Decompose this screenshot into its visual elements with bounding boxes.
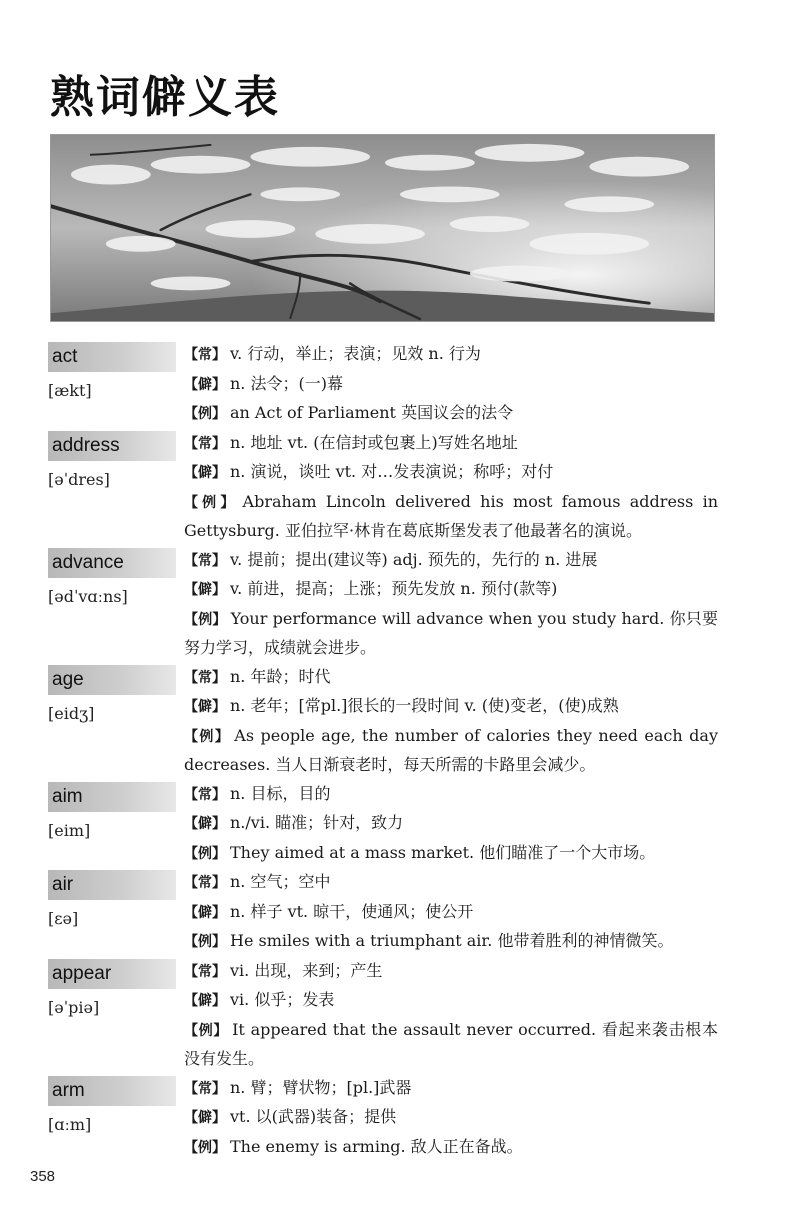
vocab-entry bbox=[48, 663, 718, 780]
definition-text: n. 法令；(一)幕 bbox=[230, 373, 343, 393]
phonetic: [əˈdres] bbox=[48, 469, 110, 489]
definition-tag: 【僻】 bbox=[184, 699, 226, 715]
page-title: 熟词僻义表 bbox=[50, 72, 280, 123]
definition-tag: 【例】 bbox=[184, 494, 239, 511]
definition-line bbox=[184, 1074, 718, 1104]
definition-line bbox=[184, 370, 718, 400]
definition-line bbox=[184, 458, 718, 488]
phonetic: [εə] bbox=[48, 909, 79, 928]
definition-line bbox=[184, 488, 718, 546]
definition-text: vi. 似乎；发表 bbox=[230, 990, 335, 1009]
definition-block bbox=[184, 957, 718, 1074]
definition-line bbox=[184, 546, 718, 576]
definition-line bbox=[184, 575, 718, 605]
definition-text: n. 空气；空中 bbox=[230, 872, 331, 891]
definition-block bbox=[184, 663, 718, 780]
definition-text: n. 演说，谈吐 vt. 对…发表演说；称呼；对付 bbox=[230, 462, 554, 481]
headword: address bbox=[48, 431, 176, 461]
vocab-entry bbox=[48, 957, 718, 1074]
definition-text: n./vi. 瞄准；针对，致力 bbox=[230, 813, 404, 832]
definition-tag: 【例】 bbox=[184, 728, 231, 745]
definition-tag: 【僻】 bbox=[184, 1110, 226, 1126]
definition-line bbox=[184, 868, 718, 898]
definition-line bbox=[184, 429, 718, 459]
definition-tag: 【僻】 bbox=[184, 582, 226, 598]
definition-line bbox=[184, 663, 718, 693]
vocab-entry bbox=[48, 1074, 718, 1163]
definition-tag: 【常】 bbox=[184, 347, 226, 363]
definition-tag: 【僻】 bbox=[184, 465, 226, 481]
vocab-entry bbox=[48, 340, 718, 429]
headword: age bbox=[48, 665, 176, 695]
definition-tag: 【常】 bbox=[184, 552, 226, 569]
headword: arm bbox=[48, 1076, 176, 1106]
phonetic: [ækt] bbox=[48, 381, 92, 400]
definition-text: n. 地址 vt. (在信封或包裹上)写姓名地址 bbox=[230, 432, 518, 452]
headword: air bbox=[48, 870, 176, 900]
vocab-entry bbox=[48, 546, 718, 663]
definition-tag: 【常】 bbox=[184, 669, 226, 686]
headword: aim bbox=[48, 782, 176, 812]
definition-tag: 【例】 bbox=[184, 845, 226, 862]
definition-line bbox=[184, 1016, 718, 1074]
definition-tag: 【例】 bbox=[184, 934, 226, 950]
cherry-blossom-photo bbox=[50, 134, 715, 322]
definition-text: v. 前进，提高；上涨；预先发放 n. 预付(款等) bbox=[230, 579, 558, 598]
definition-line bbox=[184, 1133, 718, 1163]
definition-text: The enemy is arming. 敌人正在备战。 bbox=[230, 1136, 523, 1156]
definition-text: n. 样子 vt. 晾干，使通风；使公开 bbox=[230, 901, 474, 921]
definition-block bbox=[184, 780, 718, 869]
definition-tag: 【常】 bbox=[184, 1080, 226, 1097]
definition-tag: 【常】 bbox=[184, 875, 226, 891]
definition-text: n. 目标，目的 bbox=[230, 783, 331, 803]
definition-block bbox=[184, 546, 718, 663]
vocab-entry bbox=[48, 780, 718, 869]
definition-text: v. 行动，举止；表演；见效 n. 行为 bbox=[230, 344, 481, 363]
definition-block bbox=[184, 1074, 718, 1163]
phonetic: [ɑːm] bbox=[48, 1114, 92, 1134]
page-number: 358 bbox=[30, 1168, 56, 1185]
definition-tag: 【常】 bbox=[184, 435, 226, 452]
definition-line bbox=[184, 839, 718, 869]
vocabulary-list bbox=[48, 340, 718, 1162]
phonetic: [eidʒ] bbox=[48, 703, 95, 723]
definition-text: Abraham Lincoln delivered his most famous address in Gettysburg. 亚伯拉罕·林肯在葛底斯堡发表了他最著名的演说。 bbox=[184, 491, 719, 540]
definition-tag: 【常】 bbox=[184, 786, 226, 803]
definition-tag: 【例】 bbox=[184, 406, 226, 422]
phonetic: [ədˈvɑːns] bbox=[48, 586, 128, 606]
definition-line bbox=[184, 1103, 718, 1133]
definition-block bbox=[184, 868, 718, 957]
definition-text: an Act of Parliament 英国议会的法令 bbox=[230, 403, 514, 422]
definition-tag: 【僻】 bbox=[184, 993, 226, 1009]
definition-tag: 【僻】 bbox=[184, 904, 226, 921]
phonetic: [əˈpiə] bbox=[48, 997, 100, 1017]
definition-tag: 【例】 bbox=[184, 1139, 226, 1156]
definition-line bbox=[184, 957, 718, 987]
definition-text: They aimed at a mass market. 他们瞄准了一个大市场。 bbox=[230, 842, 656, 862]
definition-line bbox=[184, 340, 718, 370]
definition-block bbox=[184, 429, 718, 546]
definition-line bbox=[184, 692, 718, 722]
definition-tag: 【僻】 bbox=[184, 376, 226, 393]
definition-text: n. 臂；臂状物；[pl.]武器 bbox=[230, 1077, 412, 1097]
definition-tag: 【僻】 bbox=[184, 816, 226, 832]
headword: appear bbox=[48, 959, 176, 989]
definition-text: vi. 出现，来到；产生 bbox=[230, 960, 383, 980]
definition-text: n. 年龄；时代 bbox=[230, 666, 331, 686]
headword: advance bbox=[48, 548, 176, 578]
definition-line bbox=[184, 809, 718, 839]
definition-line bbox=[184, 927, 718, 957]
definition-tag: 【例】 bbox=[184, 1022, 229, 1039]
definition-tag: 【例】 bbox=[184, 611, 227, 628]
definition-line bbox=[184, 605, 718, 663]
definition-text: v. 提前；提出(建议等) adj. 预先的，先行的 n. 进展 bbox=[230, 549, 598, 569]
definition-text: As people age, the number of calories they need each day decreases. 当人日渐衰老时，每天所需的卡路里会减少。 bbox=[184, 725, 719, 774]
headword: act bbox=[48, 342, 176, 372]
definition-text: Your performance will advance when you study hard. 你只要努力学习，成绩就会进步。 bbox=[184, 608, 718, 657]
definition-text: vt. 以(武器)装备；提供 bbox=[230, 1107, 397, 1126]
definition-text: n. 老年；[常pl.]很长的一段时间 v. (使)变老，(使)成熟 bbox=[230, 696, 619, 715]
vocab-entry bbox=[48, 429, 718, 546]
vocab-entry bbox=[48, 868, 718, 957]
definition-line bbox=[184, 898, 718, 928]
definition-line bbox=[184, 780, 718, 810]
definition-tag: 【常】 bbox=[184, 963, 226, 980]
definition-line bbox=[184, 722, 718, 780]
definition-block bbox=[184, 340, 718, 429]
definition-line bbox=[184, 399, 718, 429]
definition-line bbox=[184, 986, 718, 1016]
phonetic: [eim] bbox=[48, 820, 91, 840]
definition-text: He smiles with a triumphant air. 他带着胜利的神情微笑。 bbox=[230, 931, 674, 950]
definition-text: It appeared that the assault never occurred. 看起来袭击根本没有发生。 bbox=[184, 1019, 719, 1068]
